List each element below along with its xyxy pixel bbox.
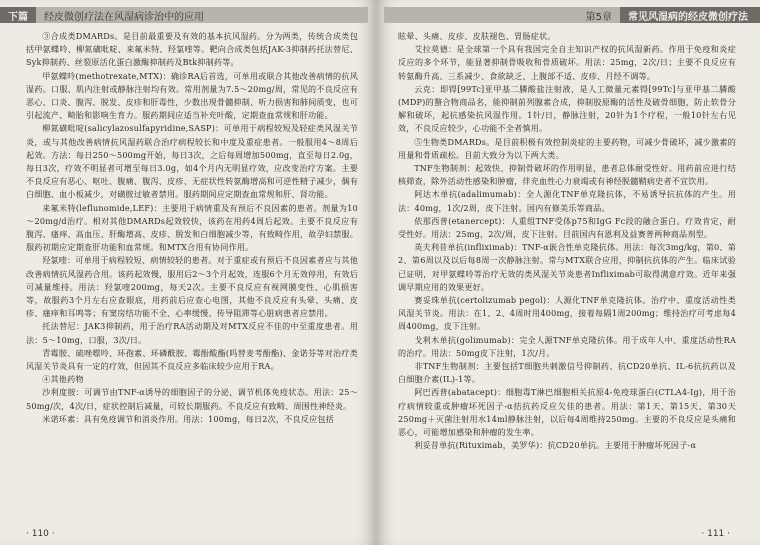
paragraph: 英夫利昔单抗(infliximab)：TNF-α嵌合性单克隆抗体。用法：每次3mg/kg，第0、第2、第6周以及以后每8周一次静脉注射。常与MTX联合应用，抑制抗抗体的产生。临床试验已证明，对甲氨蝶呤等治疗无效的类风湿关节炎患者Infliximab可取得满意疗效。近年来强调早期应用的效果更好。: [398, 242, 736, 292]
right-header-title: 常见风湿病的经皮微创疗法: [620, 7, 760, 23]
left-page-number: · 110 ·: [26, 529, 55, 539]
left-page-body: [26, 30, 358, 519]
left-header-title: 经皮微创疗法在风湿病诊治中的应用: [36, 7, 368, 23]
paragraph: 青霉胺、硫唑嘌呤、环孢素、环磷酰胺、霉酚酸酯(吗替麦考酚酯)、金诺芬等对治疗类风湿关节炎具有一定的疗效，但因其不良反应多临床较少应用于RA。: [26, 347, 358, 372]
paragraph: TNF生物制剂：起效快、抑制骨破坏的作用明显，患者总体耐受性好。用药前应进行结核筛查，除外活动性感染和肿瘤，伴充血性心力衰竭或有神经脱髓鞘病史者不宜饮用。: [398, 163, 736, 187]
right-header-chapter: 第5章: [384, 7, 620, 23]
right-page-number: · 111 ·: [701, 529, 730, 539]
paragraph: 来氟米特(leflunomide,LEF)：主要用于病情重及有预后不良因素的患者。剂量为10～20mg/d治疗。相对其他DMARDs起效较快，该药在用药4周后起效。主要不良反应有腹泻、瘙痒、高血压、肝酶增高、皮疹、脱发和白细胞减少等，有致畸作用，故孕妇禁服。服药初期应定期查肝功能和血常规。和MTX合用有协同作用。: [26, 202, 358, 253]
paragraph: 沙利度胺：可调节由TNF-α诱导的细胞因子的分泌，调节机体免疫状态。用法：25～50mg/次，4次/日，症状控制后减量，可较长期服药。不良反应有致畸、周围性神经炎。: [26, 387, 358, 411]
paragraph: 阿达木单抗(adalimumab)：全人源化TNF单克隆抗体，不易诱导抗抗体的产生。用法：40mg，1次/2周，皮下注射。国内有修美乐等商品。: [398, 189, 736, 213]
paragraph: 依那西普(etanercept)：人重组TNF受体p75和IgG Fc段的融合蛋白。疗效肯定，耐受性好。用法：25mg，2次/周，皮下注射。目前国内有恩利及益赛普两种商品剂型。: [398, 215, 736, 240]
subheading: ④其他药物: [42, 374, 84, 385]
right-running-header: [384, 6, 760, 24]
left-running-header: [0, 6, 368, 24]
paragraph: 利妥昔单抗(Rituximab，美罗华)：抗CD20单抗。主要用于肿瘤坏死因子-α: [414, 440, 697, 451]
paragraph: ⑤生物类DMARDs。是目前积极有效控制炎症的主要药物，可减少骨破坏，减少激素的用量和骨质疏松。目前大致分为以下两大类。: [398, 136, 736, 160]
left-page: [0, 0, 376, 545]
paragraph: 艾拉莫德：是全球第一个具有我国完全自主知识产权的抗风湿新药。作用于免疫和炎症反应的多个环节，能显著抑制骨吸收和骨质破坏。用法：25mg，2次/日；主要不良反应有转氨酶升高、三系减少、食欲缺乏、上腹部不适、皮疹、月经不调等。: [398, 44, 736, 81]
left-header-part-label: 下篇: [0, 7, 36, 23]
paragraph: 戈利木单抗(golimumab)：完全人源TNF单克隆抗体。用于成年人中、重度活动性RA的治疗。用法：50mg皮下注射，1次/月。: [398, 334, 736, 358]
paragraph: 柳氮磺吡啶(salicylazosulfapyridine,SASP)：可单用于病程较短及轻症类风湿关节炎，或与其他改善病情抗风湿药联合治疗病程较长和中度及重症患者。一般服用4～8周后起效。方法：每日250～500mg开始，每日3次，之后每周增加500mg，直至每日2.0g，每日3次，疗效不明显者可增至每日3.0g，如4个月内无明显疗效，应改变治疗方案。主要不良反应有恶心、呕吐、腹痛、腹泻、皮疹、无症状性转氨酶增高和可逆性精子减少，偶有白细胞、血小板减少，对磺胺过敏者禁用。服药期间应定期查血常规和肝、肾功能。: [26, 123, 358, 200]
paragraph: 眩晕、头痛、皮疹、皮肤褪色、胃肠症状。: [398, 31, 556, 41]
paragraph: ③合成类DMARDs。是目前最重要及有效的基本抗风湿药。分为两类，传统合成类包括甲氨蝶呤、柳氮磺吡啶、来氟米特、羟氯喹等。靶向合成类包括JAK-3抑制药托法替尼、Syk抑制药、丝裂原活化蛋白激酶抑制药及Btk抑制药等。: [26, 31, 358, 68]
paragraph: 阿巴西普(abatacept)：细胞毒T淋巴细胞相关抗原4-免疫球蛋白(CTLA4-Ig)，用于治疗病情较重或肿瘤坏死因子-α拮抗药反应欠佳的患者。用法：第1天、第15天、第30天250mg＋灭菌注射用水14ml静脉注射，以后每4周维持250mg。主要的不良反应是头痛和恶心，可能增加感染和肿瘤的发生率。: [398, 387, 736, 438]
paragraph: 米诺环素：具有免疫调节和消炎作用。用法：100mg，每日2次，不良反应包括: [42, 413, 334, 424]
right-page-body: [398, 30, 736, 519]
paragraph: 非TNF生物制剂：主要包括T细胞共刺激信号抑制药、抗CD20单抗、IL-6抗抗药以及白细胞介素(IL)-1等。: [398, 361, 736, 385]
paragraph: 羟氯喹：可单用于病程较短、病情较轻的患者。对于重症或有预后不良因素者应与其他改善病情抗风湿药合用。该药起效慢，服用后2～3个月起效，连服6个月无效停用，有效后可减量维持。用法：羟氯喹200mg，每天2次。主要不良反应有视网膜变性、心肌损害等，故服药3个月左右应查眼底，用药前后应查心电图，其他不良反应有头晕、头痛、皮疹、瘙痒和耳鸣等；有窦房结功能不全、心率缓慢、传导阻滞等心脏病患者应禁用。: [26, 255, 358, 319]
paragraph: 云克：即锝[99Tc]亚甲基二膦酸盐注射液，是人工微量元素锝[99Tc]与亚甲基二膦酸(MDP)的螯合物商品名，能抑制前列腺素合成，抑制胶原酶的活性及破骨细胞，防止软骨分解和破坏，起抗感染抗风湿作用。1针/日，静脉注射，20针为1个疗程，一般10针左右见效，不良反应较少，心功能不全者慎用。: [398, 83, 736, 134]
paragraph: 托法替尼：JAK3抑制药，用于治疗RA活动期及对MTX反应不佳的中至重度患者。用法：5～10mg，口服，3次/日。: [26, 321, 358, 345]
right-page: [376, 0, 760, 545]
paragraph: 赛妥珠单抗(certolizumab pegol)：人源化TNF单克隆抗体。治疗中、重度活动性类风湿关节炎。用法：在1、2、4周时用400mg，接着每隔1周200mg；维持治疗可考虑每4周400mg，皮下注射。: [398, 295, 736, 332]
paragraph: 甲氨蝶呤(methotrexate,MTX)：确诊RA后首选，可单用或联合其他改善病情的抗风湿药。口服、肌内注射或静脉注射均有效。常用剂量为7.5～20mg/周，常见的不良反应有恶心、口炎、腹泻、脱发、皮疹和肝毒性，少数出现骨髓抑制、听力损害和肺间质变，也可引起流产、畸胎和影响生育力。服药期间应适当补充叶酸，定期查血常规和肝功能。: [26, 70, 358, 121]
